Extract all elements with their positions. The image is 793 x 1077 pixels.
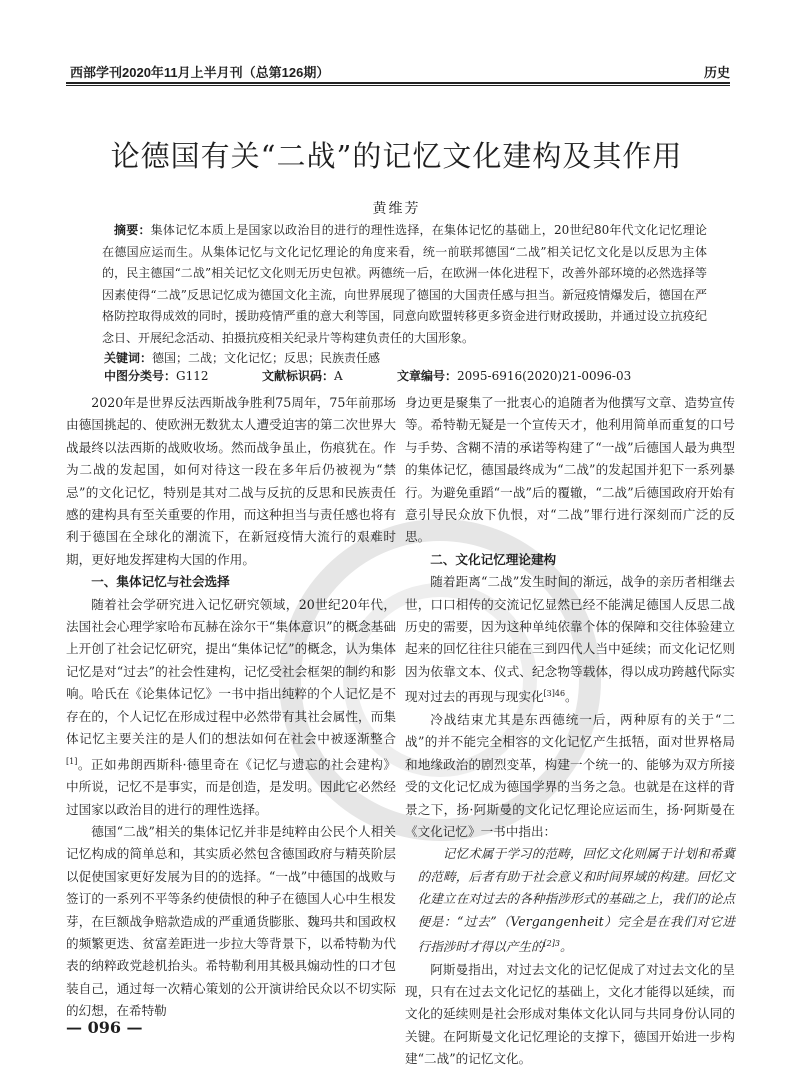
section-heading-1: 一、集体记忆与社会选择 — [91, 575, 230, 590]
keywords-label: 关键词： — [104, 351, 153, 365]
author-name: 黄维芳 — [372, 201, 421, 217]
page-number: — 096 — — [66, 1018, 143, 1037]
left-column — [66, 392, 396, 1023]
clc-number — [104, 367, 209, 384]
p5-text: 随着距离“二战”发生时间的渐远，战争的亲历者相继去世，口口相传的交流记忆显然已经不能满足德国人反思二战历史的需要，因为这种单纯依靠个体的保障和交往体验建立起来的回忆往往只能在三到四代人当中延续；而文化记忆则因为依靠文本、仪式、纪念物等载体，得以成功跨越代际实现对过去的再现与现实化 — [405, 574, 735, 705]
abstract — [102, 220, 707, 349]
paragraph-cultural-memory — [405, 571, 735, 709]
doc-value: A — [334, 369, 343, 383]
journal-issue: 西部学刊2020年11月上半月刊（总第126期） — [70, 65, 330, 80]
paragraph-assmann: 阿斯曼指出，对过去文化的记忆促成了对过去文化的呈现，只有在过去文化记忆的基础上，文化才能得以延续，而文化的延续则是社会形成对集体文化认同与共同身份认同的关键。在阿斯曼文化记忆理论的支撑下，德国开始进一步构建“二战”的记忆文化。 — [405, 961, 735, 1067]
p2-text-cont: 。正如弗朗西斯科·德里奇在《记忆与遗忘的社会建构》中所说，记忆不是事实，而是创造，是发明。因此它必然经过国家以政治目的进行的理性选择。 — [66, 756, 396, 817]
p2-text: 随着社会学研究进入记忆研究领域，20世纪20年代，法国社会心理学家哈布瓦赫在涂尔干“集体意识”的概念基础上开创了社会记忆研究，提出“集体记忆”的概念，认为集体记忆是对“过去”的社会性建构，记忆受社会框架的制约和影响。哈氏在《论集体记忆》一书中指出纯粹的个人记忆是不存在的，个人记忆在形成过程中必然带有其社会属性，而集体记忆主要关注的是人们的想法如何在社会中被逐渐整合 — [66, 596, 396, 747]
running-header — [70, 60, 730, 82]
article-title: 论德国有关“二战”的记忆文化建构及其作用 — [110, 139, 683, 173]
citation-ref: [1] — [66, 756, 78, 766]
header-rule-thin — [66, 85, 730, 86]
document-code — [262, 367, 343, 384]
art-label: 文章编号： — [397, 369, 458, 383]
keywords — [104, 349, 380, 366]
paragraph-german-memory: 德国“二战”相关的集体记忆并非是纯粹由公民个人相关记忆构成的简单总和，其实质必然包含德国政府与精英阶层以促使国家更好发展为目的的选择。“一战”中德国的战败与签订的一系列不平等条约使债恨的种子在德国人心中生根发芽，在巨额战争赔款造成的严重通货膨胀、魏玛共和国政权的频繁更迭、贫富差距进一步拉大等背景下，以希特勒为代表的纳粹政党趁机抬头。希特勒利用其极具煽动性的口才包装自己，通过每一次精心策划的公开演讲给民众以不切实际的幻想，在希特勒 — [66, 823, 396, 1019]
article-number — [397, 367, 631, 384]
section-heading-2: 二、文化记忆理论建构 — [430, 552, 557, 567]
section-label: 历史 — [703, 65, 730, 80]
abstract-text: 集体记忆本质上是国家以政治目的进行的理性选择，在集体记忆的基础上，20世纪80年代文化记忆理论在德国应运而生。从集体记忆与文化记忆理论的角度来看，统一前联邦德国“二战”相关记忆文化是以反思为主体的，民主德国“二战”相关记忆文化则无历史包袱。两德统一后，在欧洲一体化进程下，改善外部环境的必然选择等因素使得“二战”反思记忆成为德国文化主流，向世界展现了德国的大国责任感与担当。新冠疫情爆发后，德国在严格防控取得成效的同时，援助疫情严重的意大利等国，同意向欧盟转移更多资金进行财政援助，并通过设立抗疫纪念日、开展纪念活动、拍摄抗疫相关纪录片等构建负责任的大国形象。 — [102, 223, 707, 345]
paragraph-continued: 身边更是聚集了一批衷心的追随者为他撰写文章、造势宣传等。希特勒无疑是一个宣传天才，他利用简单而重复的口号与手势、含糊不清的承诺等构建了“一战”后德国人最为典型的集体记忆，德国最终成为“二战”的发起国并犯下一系列暴行。为避免重蹈“一战”后的覆辙，“二战”后德国政府开始有意引导民众放下仇恨，对“二战”罪行进行深刻而广泛的反思。 — [405, 395, 735, 545]
paragraph-cold-war: 冷战结束尤其是东西德统一后，两种原有的关于“二战”的并不能完全相容的文化记忆产生抵牾，面对世界格局和地缘政治的剧烈变革，构建一个统一的、能够为双方所接受的文化记忆成为德国学界的当务之急。也就是在这样的背景之下，扬·阿斯曼的文化记忆理论应运而生，扬·阿斯曼在《文化记忆》一书中指出： — [405, 711, 735, 839]
paragraph-intro: 2020年是世界反法西斯战争胜利75周年，75年前那场由德国挑起的、使欧洲无数犹太人遭受迫害的第二次世界大战最终以法西斯的战败收场。然而战争虽止，伤痕犹在。作为二战的发起国，如何对待这一段在多年后仍被视为“禁忌”的文化记忆，特别是其对二战与反抗的反思和民族责任感的建构具有至关重要的作用，而这种担当与责任感也将有利于德国在全球化的潮流下，在新冠疫情大流行的艰难时期，更好地发挥建构大国的作用。 — [66, 395, 396, 567]
quote-end: 。 — [559, 939, 573, 955]
quote-text: 记忆术属于学习的范畴，回忆文化则属于计划和希冀的范畴，后者有助于社会意义和时间界域的构建。回忆文化建立在对过去的各种指涉形式的基础之上，我们的论点便是：“过去”（Vergangenheit）完全是在我们对它进行指涉时才得以产生的 — [417, 846, 735, 955]
art-value: 2095-6916(2020)21-0096-03 — [457, 369, 632, 383]
p5-end: 。 — [565, 689, 578, 705]
header-rule — [66, 82, 730, 84]
keywords-text: 德国；二战；文化记忆；反思；民族责任感 — [152, 351, 381, 365]
paragraph-collective-memory — [66, 594, 396, 821]
clc-value: G112 — [176, 369, 209, 383]
right-column — [405, 392, 735, 1071]
citation-ref: [2]3 — [543, 938, 560, 948]
doc-label: 文献标识码： — [262, 369, 335, 383]
citation-ref: [3]46 — [543, 689, 566, 699]
abstract-label: 摘要： — [114, 223, 151, 237]
block-quote — [405, 843, 735, 958]
clc-label: 中图分类号： — [104, 369, 177, 383]
